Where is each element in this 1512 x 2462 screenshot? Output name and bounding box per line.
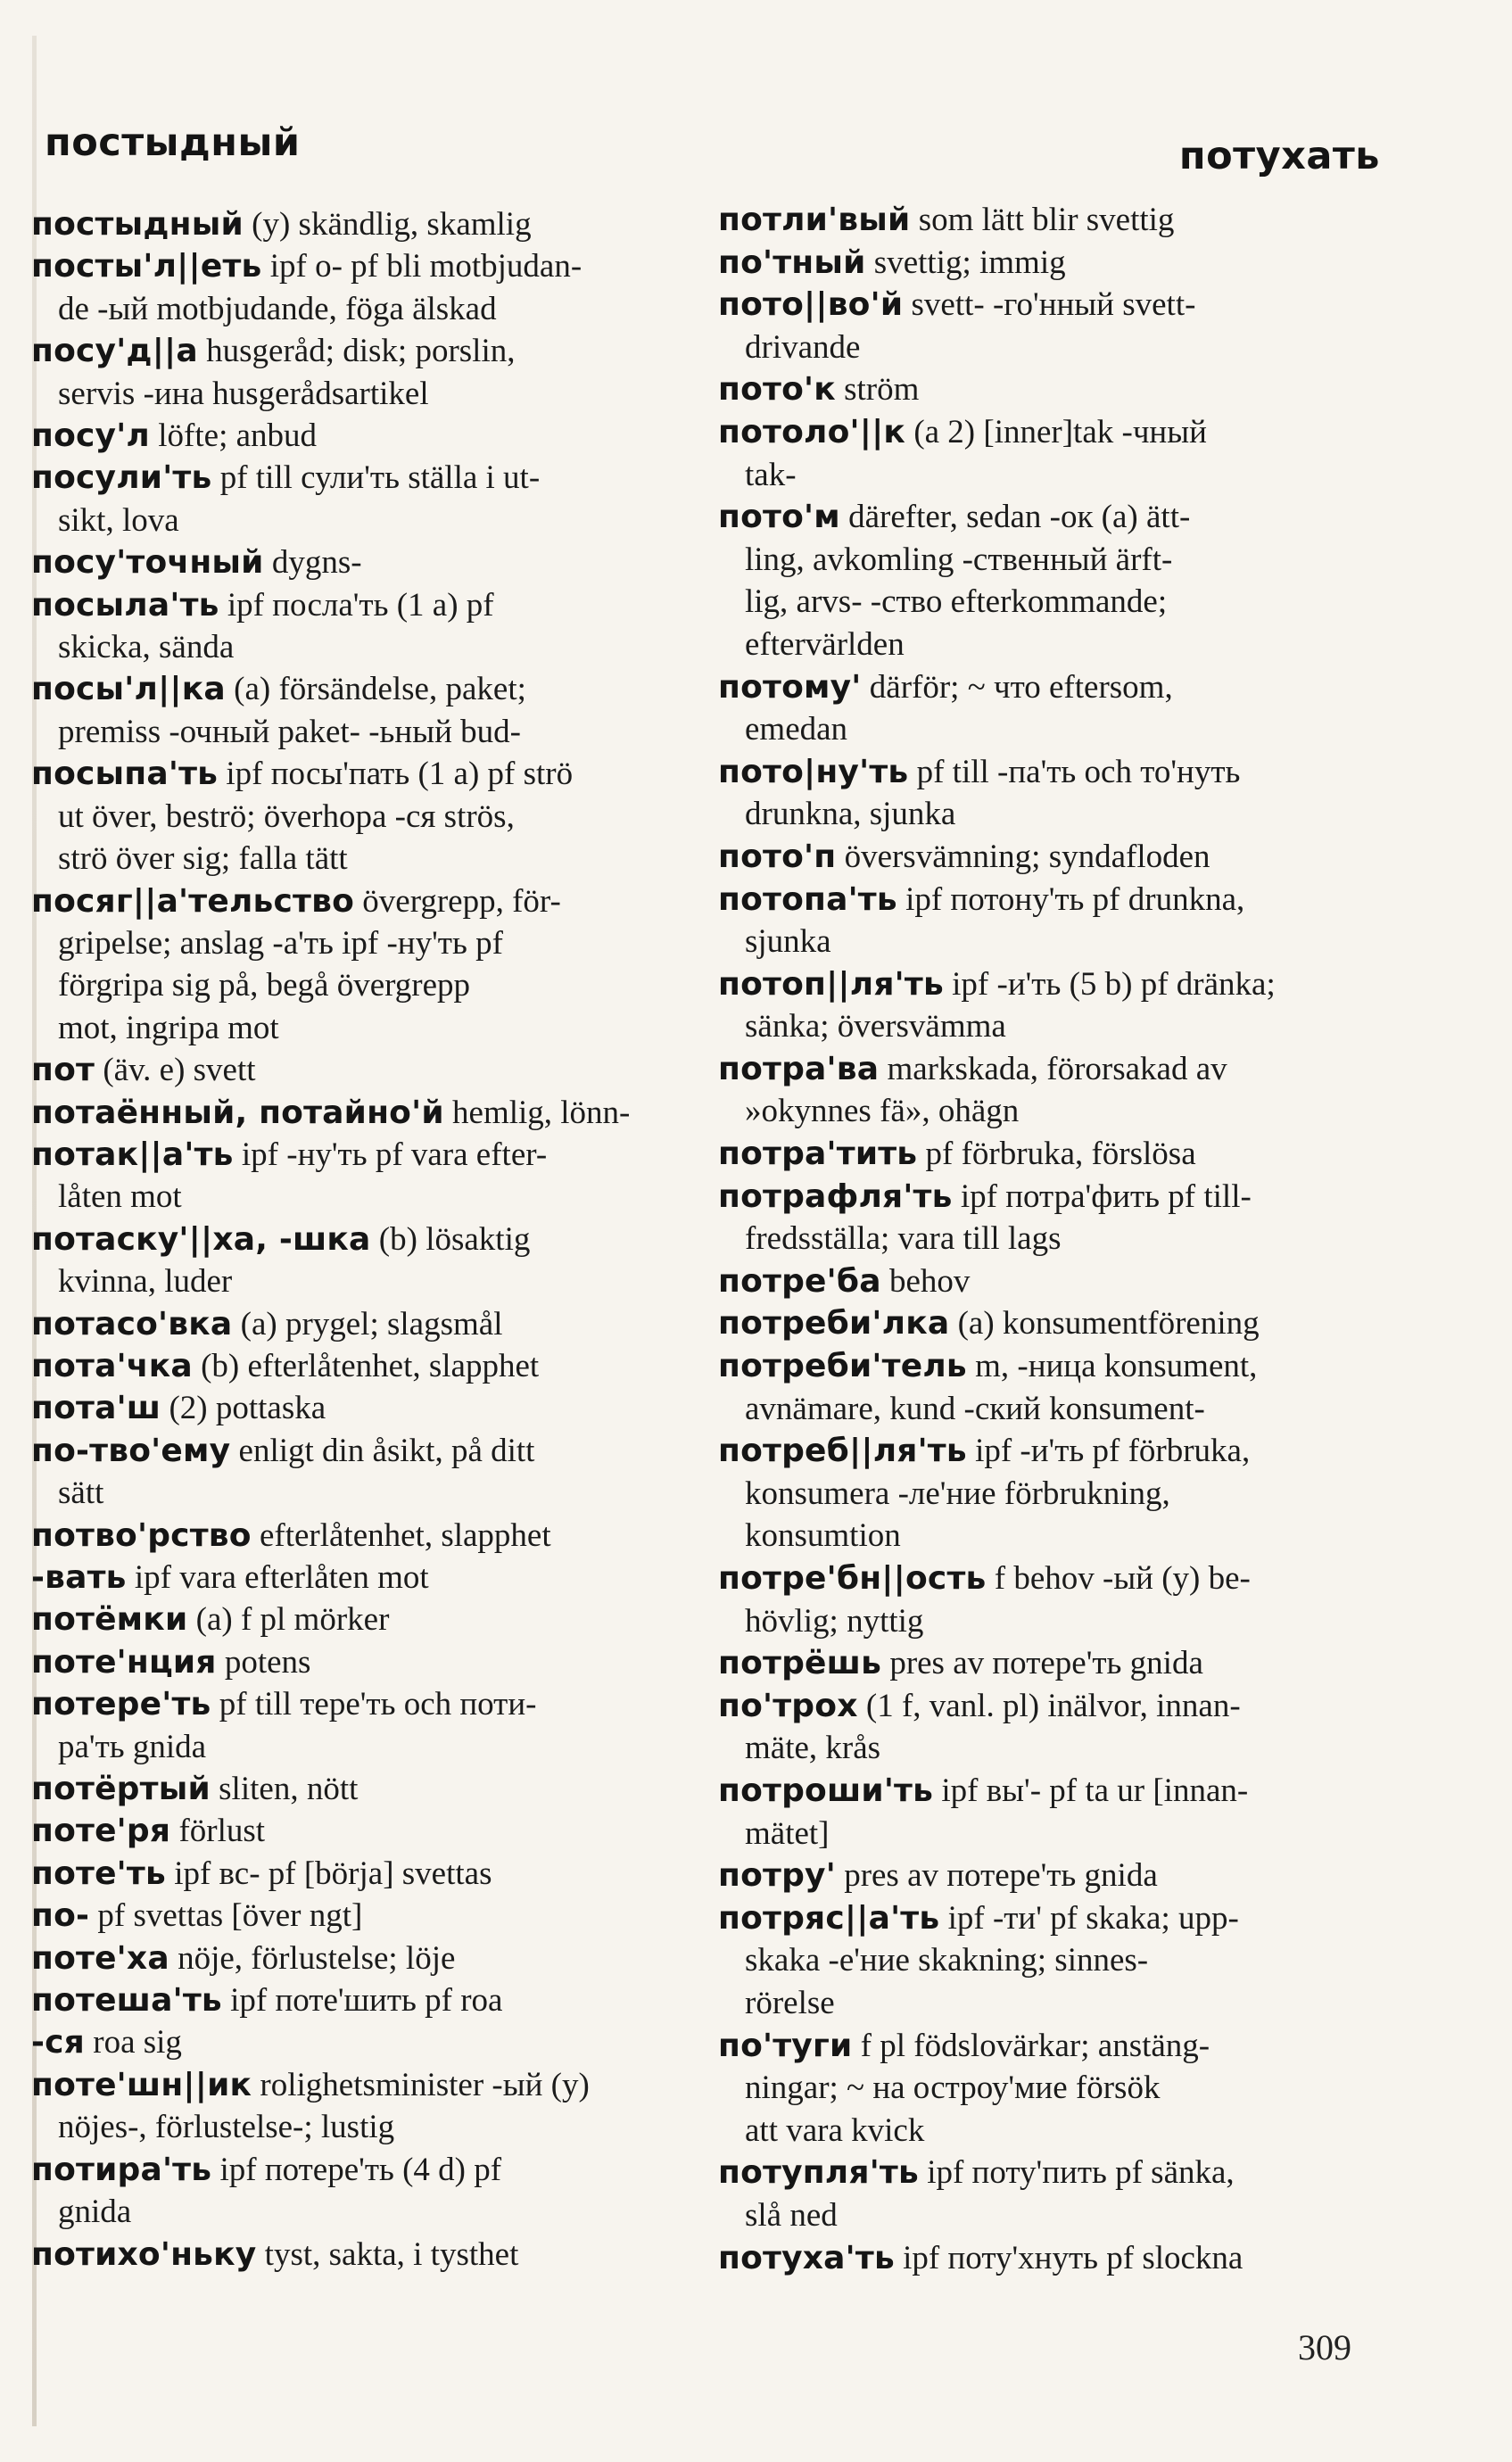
dictionary-entry-line <box>31 541 687 583</box>
definition-text: pf till сули'ть ställa i ut- <box>211 459 541 497</box>
headword: пото'м <box>718 499 840 536</box>
definition-text: gnida <box>58 2193 132 2231</box>
definition-text: ipf потону'ть pf drunkna, <box>896 880 1245 918</box>
definition-text: ipf потере'ть (4 d) pf <box>211 2151 502 2188</box>
headword: поте'ря <box>31 1813 171 1850</box>
definition-text: därefter, sedan -ок (a) ätt- <box>839 499 1191 536</box>
definition-text: rörelse <box>745 1984 835 2021</box>
entry-continuation-line <box>718 326 1378 369</box>
definition-text: (y) skändlig, skamlig <box>243 206 532 243</box>
dictionary-entry-line <box>718 1685 1378 1728</box>
dictionary-entry-line <box>718 1176 1378 1219</box>
entry-continuation-line <box>718 1939 1378 1982</box>
dictionary-entry-line <box>31 203 687 245</box>
entry-continuation-line <box>31 626 687 668</box>
dictionary-entry-line <box>31 457 687 499</box>
entry-continuation-line <box>31 1176 687 1218</box>
definition-text: (2) pottaska <box>161 1390 326 1427</box>
headword: потряс||а'ть <box>718 1899 940 1937</box>
definition-text: svettig; immig <box>865 244 1066 281</box>
definition-text: sliten, nött <box>210 1771 359 1808</box>
entry-continuation-line <box>31 500 687 541</box>
definition-text: f behov -ый (y) be- <box>986 1560 1251 1597</box>
definition-text: (a) konsumentförening <box>949 1305 1260 1343</box>
dictionary-entry-line <box>718 242 1378 285</box>
dictionary-entry-line <box>718 1430 1378 1473</box>
definition-text: eftervärlden <box>745 625 905 663</box>
dictionary-entry-line <box>31 880 687 922</box>
headword: потихо'ньку <box>31 2235 257 2273</box>
headword: поте'нция <box>31 1643 217 1681</box>
dictionary-entry-line <box>718 1557 1378 1600</box>
definition-text: ipf поту'пить pf sänka, <box>918 2154 1235 2192</box>
entry-continuation-line <box>718 921 1378 963</box>
dictionary-entry-line <box>718 751 1378 794</box>
headword: посыпа'ть <box>31 756 219 793</box>
entry-continuation-line <box>718 1388 1378 1431</box>
entry-continuation-line <box>718 1600 1378 1643</box>
dictionary-entry-line <box>31 2149 687 2191</box>
headword: потуха'ть <box>718 2239 895 2276</box>
definition-text: ipf vara efterlåten mot <box>126 1559 429 1596</box>
headword: посу'д||а <box>31 333 198 370</box>
entry-continuation-line <box>718 1090 1378 1133</box>
entry-continuation-line <box>718 1515 1378 1557</box>
running-head-left: постыдный <box>45 120 301 165</box>
headword: потому' <box>718 668 862 706</box>
dictionary-entry-line <box>718 199 1378 242</box>
definition-text: löfte; anbud <box>150 417 318 455</box>
definition-text: tak- <box>745 456 797 493</box>
headword: пото|ну'ть <box>718 753 909 790</box>
dictionary-entry-line <box>31 1937 687 1979</box>
dictionary-entry-line <box>31 1303 687 1345</box>
entry-continuation-line <box>31 288 687 330</box>
headword: пот <box>31 1052 95 1089</box>
dictionary-entry-line <box>31 1599 687 1640</box>
headword: потере'ть <box>31 1686 211 1723</box>
definition-text: pf till тере'ть och поти- <box>211 1686 537 1723</box>
dictionary-entry-line <box>718 2152 1378 2194</box>
headword: посу'точный <box>31 544 264 582</box>
entry-continuation-line <box>718 1218 1378 1260</box>
headword: потак||а'ть <box>31 1136 234 1173</box>
headword: потупля'ть <box>718 2154 919 2192</box>
headword: потёмки <box>31 1601 188 1639</box>
headword: потаённый, потайно'й <box>31 1094 444 1131</box>
definition-text: (a) f pl mörker <box>187 1601 390 1639</box>
entry-continuation-line <box>718 1473 1378 1516</box>
entry-continuation-line <box>31 2191 687 2233</box>
headword: посули'ть <box>31 459 212 497</box>
definition-text: ipf вы'- pf ta ur [innan- <box>933 1772 1249 1809</box>
headword: потира'ть <box>31 2151 212 2188</box>
entry-continuation-line <box>718 581 1378 624</box>
definition-text: f pl födslovärkar; anstäng- <box>852 2027 1210 2064</box>
definition-text: mäte, krås <box>745 1730 881 1767</box>
dictionary-entry-line <box>31 584 687 626</box>
definition-text: pres av потере'ть gnida <box>881 1645 1203 1682</box>
definition-text: pf förbruka, förslösa <box>917 1136 1196 1173</box>
definition-text: potens <box>216 1643 311 1681</box>
headword: потаску'||ха, -шка <box>31 1220 371 1258</box>
dictionary-entry-line <box>718 284 1378 326</box>
entry-continuation-line <box>718 1005 1378 1048</box>
right-column <box>718 199 1378 2279</box>
dictionary-entry-line <box>718 963 1378 1006</box>
definition-text: förgripa sig på, begå övergrepp <box>58 967 471 1004</box>
definition-text: ipf поте'шить pf roa <box>221 1982 503 2020</box>
headword: потёртый <box>31 1771 211 1808</box>
definition-text: tyst, sakta, i tysthet <box>256 2235 519 2273</box>
headword: потреби'лка <box>718 1305 950 1343</box>
headword: пото'п <box>718 838 837 875</box>
dictionary-entry-line <box>31 1219 687 1260</box>
running-head-right: потухать <box>1178 134 1380 178</box>
definition-text: servis -ина husgerådsartikel <box>58 375 429 412</box>
definition-text: sänka; översvämma <box>745 1008 1006 1045</box>
headword: -вать <box>31 1559 127 1596</box>
dictionary-entry-line <box>718 1897 1378 1940</box>
dictionary-entry-line <box>718 496 1378 539</box>
entry-continuation-line <box>31 1472 687 1514</box>
dictionary-entry-line <box>31 668 687 710</box>
dictionary-entry-line <box>31 1979 687 2021</box>
definition-text: ling, avkomling -ственный ärft- <box>745 541 1173 578</box>
headword: по'туги <box>718 2027 853 2064</box>
definition-text: ipf -ну'ть pf vara efter- <box>233 1136 548 1173</box>
definition-text: m, -ница konsument, <box>966 1348 1258 1385</box>
definition-text: ström <box>835 371 920 409</box>
headword: поте'ть <box>31 1855 166 1892</box>
dictionary-entry-line <box>718 2025 1378 2068</box>
definition-text: därför; ~ что eftersom, <box>861 668 1173 706</box>
entry-continuation-line <box>718 624 1378 666</box>
dictionary-entry-line <box>31 1092 687 1134</box>
headword: по'тный <box>718 244 866 281</box>
definition-text: pf till -па'ть och то'нуть <box>908 753 1241 790</box>
dictionary-entry-line <box>31 2064 687 2106</box>
dictionary-entry-line <box>31 1387 687 1429</box>
headword: потрёшь <box>718 1645 882 1682</box>
entry-continuation-line <box>31 711 687 753</box>
definition-text: ipf -и'ть (5 b) pf dränka; <box>943 965 1276 1003</box>
definition-text: svett- -го'нный svett- <box>903 286 1196 324</box>
dictionary-entry-line <box>31 330 687 372</box>
definition-text: mätet] <box>745 1814 830 1852</box>
headword: потра'тить <box>718 1136 918 1173</box>
headword: потасо'вка <box>31 1305 233 1343</box>
dictionary-entry-line <box>31 1345 687 1387</box>
dictionary-entry-line <box>31 245 687 287</box>
dictionary-entry-line <box>31 1895 687 1937</box>
dictionary-entry-line <box>31 2021 687 2063</box>
entry-continuation-line <box>718 1727 1378 1770</box>
definition-text: ра'ть gnida <box>58 1728 207 1765</box>
definition-text: (a) prygel; slagsmål <box>232 1305 503 1343</box>
headword: посу'л <box>31 417 151 455</box>
definition-text: »okynnes fä», ohägn <box>745 1093 1020 1130</box>
definition-text: premiss -очный paket- -ьный bud- <box>58 713 521 750</box>
entry-continuation-line <box>31 1260 687 1302</box>
definition-text: (b) efterlåtenhet, slapphet <box>192 1347 540 1384</box>
dictionary-entry-line <box>718 879 1378 921</box>
dictionary-entry-line <box>718 2237 1378 2280</box>
definition-text: pf svettas [över ngt] <box>89 1897 363 1935</box>
definition-text: hövlig; nyttig <box>745 1602 924 1640</box>
dictionary-entry-line <box>31 1134 687 1176</box>
headword: по'трох <box>718 1687 858 1724</box>
definition-text: drunkna, sjunka <box>745 796 956 833</box>
dictionary-entry-line <box>718 1302 1378 1345</box>
definition-text: (b) lösaktig <box>370 1220 531 1258</box>
dictionary-entry-line <box>31 415 687 457</box>
headword: потоло'||к <box>718 413 906 450</box>
left-column <box>31 203 687 2276</box>
headword: потроши'ть <box>718 1772 934 1809</box>
definition-text: förlust <box>170 1813 266 1850</box>
definition-text: skaka -е'ние skakning; sinnes- <box>745 1942 1149 1979</box>
definition-text: ipf -и'ть pf förbruka, <box>966 1433 1251 1470</box>
dictionary-entry-line <box>31 1557 687 1599</box>
definition-text: ipf посы'пать (1 a) pf strö <box>218 756 574 793</box>
definition-text: efterlåtenhet, slapphet <box>251 1516 551 1554</box>
definition-text: roa sig <box>85 2024 182 2061</box>
dictionary-entry-line <box>718 1260 1378 1303</box>
entry-continuation-line <box>31 1007 687 1049</box>
headword: по- <box>31 1897 90 1935</box>
entry-continuation-line <box>718 708 1378 751</box>
headword: по-тво'ему <box>31 1432 231 1469</box>
definition-text: drivande <box>745 328 861 366</box>
definition-text: sjunka <box>745 923 831 961</box>
definition-text: ipf вс- pf [börja] svettas <box>165 1855 492 1892</box>
definition-text: de -ый motbjudande, föga älskad <box>58 290 497 327</box>
dictionary-entry-line <box>31 1049 687 1091</box>
definition-text: ut över, beströ; överhopa -ся strös, <box>58 797 515 835</box>
dictionary-entry-line <box>718 836 1378 879</box>
dictionary-entry-line <box>31 1853 687 1895</box>
definition-text: strö över sig; falla tätt <box>58 840 348 878</box>
entry-continuation-line <box>31 964 687 1006</box>
dictionary-entry-line <box>718 1855 1378 1897</box>
dictionary-entry-line <box>718 411 1378 454</box>
dictionary-entry-line <box>718 1048 1378 1091</box>
entry-continuation-line <box>718 793 1378 836</box>
dictionary-entry-line <box>718 368 1378 411</box>
entry-continuation-line <box>718 2110 1378 2152</box>
definition-text: pres av потере'ть gnida <box>835 1857 1158 1895</box>
definition-text: nöje, förlustelse; löje <box>169 1939 456 1977</box>
headword: пото||во'й <box>718 286 904 324</box>
definition-text: nöjes-, förlustelse-; lustig <box>58 2109 395 2146</box>
headword: потре'бн||ость <box>718 1560 987 1597</box>
dictionary-entry-line <box>718 1642 1378 1685</box>
headword: потреби'тель <box>718 1348 967 1385</box>
dictionary-entry-line <box>718 1133 1378 1176</box>
headword: поте'ха <box>31 1939 169 1977</box>
headword: поте'шн||ик <box>31 2066 252 2103</box>
headword: пота'ш <box>31 1390 161 1427</box>
headword: потрафля'ть <box>718 1177 953 1215</box>
definition-text: skicka, sända <box>58 629 235 666</box>
dictionary-entry-line <box>31 1683 687 1725</box>
definition-text: behov <box>880 1262 971 1300</box>
headword: посы'л||ка <box>31 671 226 708</box>
headword: посыла'ть <box>31 586 219 624</box>
definition-text: ipf потра'фить pf till- <box>952 1177 1252 1215</box>
headword: постыдный <box>31 206 244 243</box>
definition-text: ningar; ~ на остроу'мие försök <box>745 2070 1161 2107</box>
definition-text: markskada, förorsakad av <box>879 1050 1227 1087</box>
definition-text: hemlig, lönn- <box>443 1094 631 1131</box>
definition-text: sätt <box>58 1475 104 1512</box>
headword: пото'к <box>718 371 836 409</box>
definition-text: att vara kvick <box>745 2111 925 2149</box>
definition-text: (a 2) [inner]tak -чный <box>905 413 1207 450</box>
dictionary-entry-line <box>31 1430 687 1472</box>
headword: потру' <box>718 1857 836 1895</box>
definition-text: konsumtion <box>745 1517 901 1555</box>
headword: потли'вый <box>718 202 911 238</box>
definition-text: sikt, lova <box>58 501 179 539</box>
headword: потре'ба <box>718 1262 881 1300</box>
dictionary-entry-line <box>718 1770 1378 1813</box>
entry-continuation-line <box>31 838 687 880</box>
definition-text: ipf посла'ть (1 a) pf <box>219 586 494 624</box>
definition-text: dygns- <box>263 544 362 582</box>
entry-continuation-line <box>718 2194 1378 2237</box>
definition-text: husgeråd; disk; porslin, <box>197 333 516 370</box>
dictionary-entry-line <box>31 2234 687 2276</box>
headword: -ся <box>31 2024 85 2061</box>
definition-text: (äv. e) svett <box>95 1052 256 1089</box>
entry-continuation-line <box>31 796 687 838</box>
definition-text: avnämare, kund -ский konsument- <box>745 1390 1205 1427</box>
entry-continuation-line <box>31 2106 687 2148</box>
headword: потоп||ля'ть <box>718 965 944 1003</box>
definition-text: slå ned <box>745 2196 838 2234</box>
dictionary-entry-line <box>718 666 1378 709</box>
headword: пота'чка <box>31 1347 193 1384</box>
page-number: 309 <box>1298 2327 1351 2367</box>
headword: потво'рство <box>31 1516 252 1554</box>
entry-continuation-line <box>718 1813 1378 1855</box>
definition-text: som lätt blir svettig <box>910 202 1175 238</box>
dictionary-entry-line <box>31 1810 687 1852</box>
dictionary-entry-line <box>718 1345 1378 1388</box>
entry-continuation-line <box>31 922 687 964</box>
definition-text: fredsställa; vara till lags <box>745 1220 1062 1258</box>
definition-text: mot, ingripa mot <box>58 1009 279 1046</box>
definition-text: enligt din åsikt, på ditt <box>230 1432 535 1469</box>
definition-text: rolighetsminister -ый (y) <box>252 2066 590 2103</box>
definition-text: (1 f, vanl. pl) inälvor, innan- <box>857 1687 1241 1724</box>
definition-text: (a) försändelse, paket; <box>225 671 526 708</box>
definition-text: ipf о- pf bli motbjudan- <box>261 248 582 285</box>
entry-continuation-line <box>718 2067 1378 2110</box>
headword: потра'ва <box>718 1050 880 1087</box>
headword: потопа'ть <box>718 880 897 918</box>
dictionary-entry-line <box>31 1515 687 1557</box>
definition-text: emedan <box>745 711 848 748</box>
dictionary-entry-line <box>31 753 687 795</box>
entry-continuation-line <box>718 454 1378 497</box>
definition-text: övergrepp, för- <box>354 882 561 920</box>
definition-text: kvinna, luder <box>58 1263 233 1301</box>
definition-text: låten mot <box>58 1178 182 1216</box>
headword: посяг||а'тельство <box>31 882 355 920</box>
definition-text: gripelse; anslag -а'ть ipf -ну'ть pf <box>58 924 503 962</box>
entry-continuation-line <box>31 373 687 415</box>
definition-text: ipf поту'хнуть pf slockna <box>894 2239 1243 2276</box>
dictionary-entry-line <box>31 1641 687 1683</box>
headword: потреб||ля'ть <box>718 1433 967 1470</box>
entry-continuation-line <box>718 1982 1378 2025</box>
dictionary-entry-line <box>31 1768 687 1810</box>
headword: потеша'ть <box>31 1982 222 2020</box>
headword: посты'л||еть <box>31 248 262 285</box>
definition-text: lig, arvs- -ство efterkommande; <box>745 583 1168 621</box>
entry-continuation-line <box>718 539 1378 582</box>
definition-text: konsumera -ле'ние förbrukning, <box>745 1475 1170 1512</box>
entry-continuation-line <box>31 1726 687 1768</box>
definition-text: översvämning; syndafloden <box>836 838 1210 875</box>
definition-text: ipf -ти' pf skaka; upp- <box>939 1899 1239 1937</box>
